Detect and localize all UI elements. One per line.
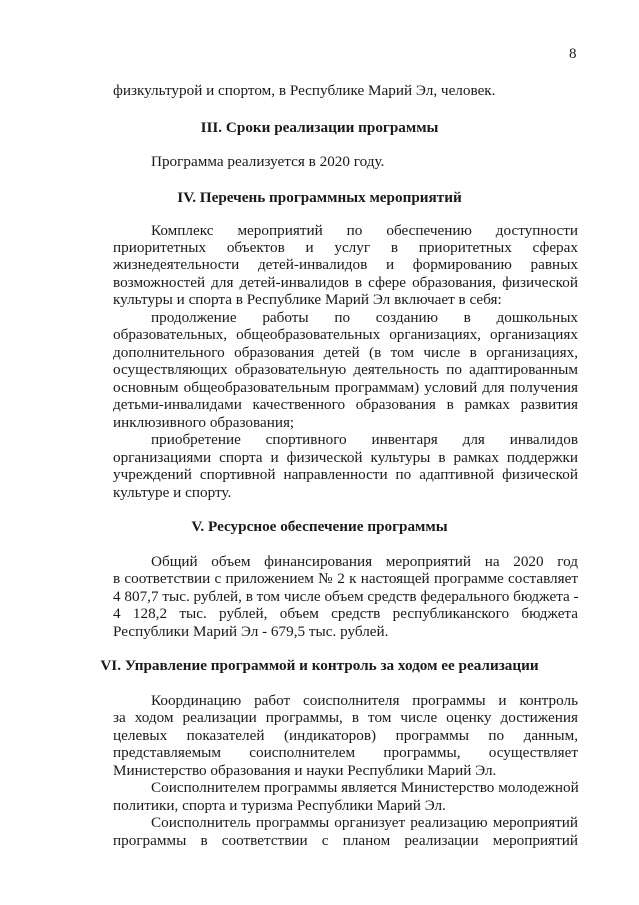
- paragraph-line: за ходом реализации программы, в том числе оценку достижения: [113, 709, 578, 726]
- paragraph-line: Комплекс мероприятий по обеспечению доступности: [151, 222, 578, 239]
- paragraph-line: культуре и спорту.: [113, 484, 232, 501]
- page-number: 8: [569, 46, 577, 62]
- paragraph-line: Республики Марий Эл - 679,5 тыс. рублей.: [113, 623, 389, 640]
- paragraph-line: Общий объем финансирования мероприятий на 2020 год: [151, 553, 578, 570]
- paragraph-line: организациями спорта и физической культуры в рамках поддержки: [113, 449, 578, 466]
- paragraph-line: возможностей для детей-инвалидов в сфере образования, физической: [113, 274, 578, 291]
- paragraph-line: в соответствии с приложением № 2 к настоящей программе составляет: [113, 570, 578, 587]
- paragraph-line: Соисполнитель программы организует реализацию мероприятий: [151, 814, 578, 831]
- paragraph-line: программы в соответствии с планом реализации мероприятий: [113, 832, 578, 849]
- paragraph-line: осуществляющих образовательную деятельность по адаптированным: [113, 361, 578, 378]
- paragraph-line: Соисполнителем программы является Министерство молодежной: [151, 779, 579, 796]
- paragraph-line: приобретение спортивного инвентаря для инвалидов: [151, 431, 578, 448]
- paragraph-line: 4 128,2 тыс. рублей, объем средств республиканского бюджета: [113, 605, 578, 622]
- paragraph-line: детьми-инвалидами качественного образования в рамках развития: [113, 396, 578, 413]
- paragraph-line: Координацию работ соисполнителя программы и контроль: [151, 692, 578, 709]
- paragraph-line: 4 807,7 тыс. рублей, в том числе объем средств федерального бюджета -: [113, 588, 579, 605]
- paragraph-line: дополнительного образования детей (в том числе в организациях,: [113, 344, 578, 361]
- paragraph-line: представляемым соисполнителем программы, осуществляет: [113, 744, 578, 761]
- section-3-text: Программа реализуется в 2020 году.: [151, 153, 385, 170]
- paragraph-line: жизнедеятельности детей-инвалидов и формированию равных: [113, 256, 578, 273]
- paragraph-line: культуры и спорта в Республике Марий Эл включает в себя:: [113, 291, 502, 308]
- section-heading-5: V. Ресурсное обеспечение программы: [191, 518, 448, 535]
- paragraph-line: основным общеобразовательным программам) условий для получения: [113, 379, 578, 396]
- paragraph-line: приоритетных объектов и услуг в приоритетных сферах: [113, 239, 578, 256]
- section-heading-4: IV. Перечень программных мероприятий: [177, 189, 462, 206]
- paragraph-line: политики, спорта и туризма Республики Марий Эл.: [113, 797, 446, 814]
- paragraph-line: инклюзивного образования;: [113, 414, 295, 431]
- paragraph-line: целевых показателей (индикаторов) программы по данным,: [113, 727, 578, 744]
- paragraph-line: учреждений спортивной направленности по адаптивной физической: [113, 466, 578, 483]
- paragraph-line: Министерство образования и науки Республики Марий Эл.: [113, 762, 497, 779]
- section-heading-3: III. Сроки реализации программы: [200, 119, 439, 136]
- paragraph-line: продолжение работы по созданию в дошкольных: [151, 309, 578, 326]
- section-heading-6: VI. Управление программой и контроль за ходом ее реализации: [100, 657, 539, 674]
- paragraph-line: образовательных, общеобразовательных организациях, организациях: [113, 326, 578, 343]
- continuation-line: физкультурой и спортом, в Республике Марий Эл, человек.: [113, 82, 496, 99]
